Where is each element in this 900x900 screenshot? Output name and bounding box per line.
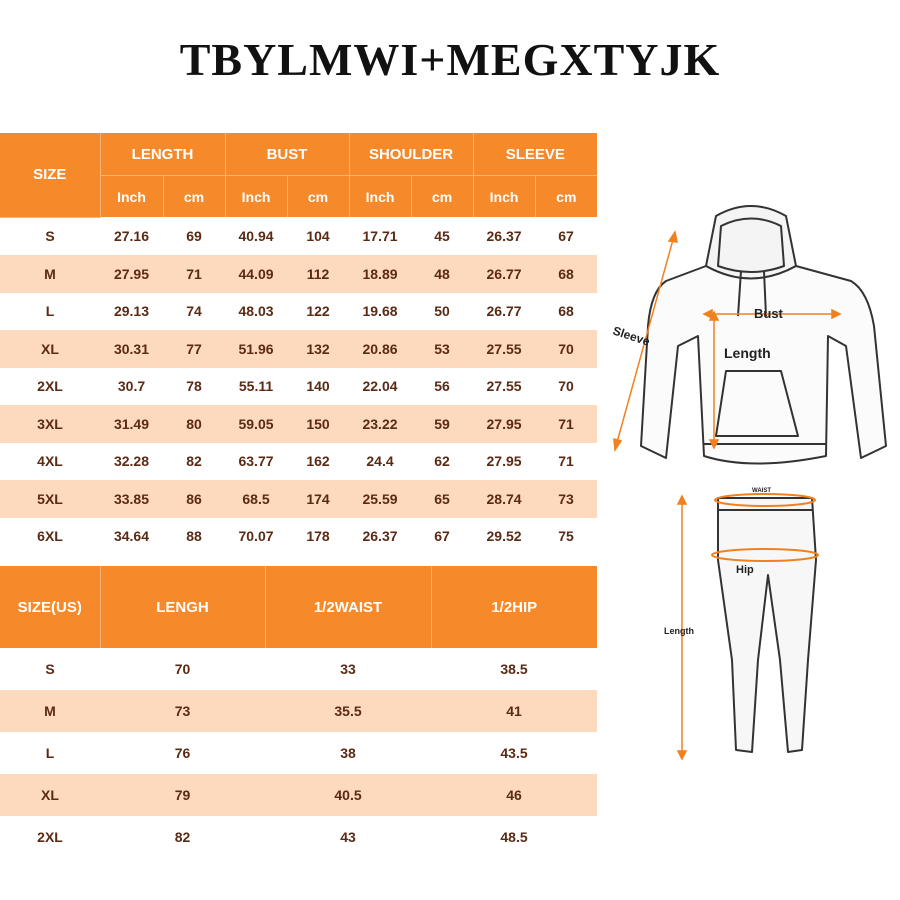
value-cell: 140 bbox=[287, 368, 349, 406]
value-cell: 40.5 bbox=[265, 774, 431, 816]
group-header-length: LENGTH bbox=[100, 133, 225, 176]
value-cell: 27.55 bbox=[473, 330, 535, 368]
value-cell: 162 bbox=[287, 443, 349, 481]
value-cell: 65 bbox=[411, 480, 473, 518]
unit-cm: cm bbox=[411, 176, 473, 218]
value-cell: 82 bbox=[100, 816, 265, 858]
value-cell: 48.03 bbox=[225, 293, 287, 331]
size-cell: M bbox=[0, 255, 100, 293]
pants-label-length: Length bbox=[664, 626, 694, 636]
value-cell: 69 bbox=[163, 217, 225, 255]
bottom-size-table bbox=[0, 566, 597, 858]
value-cell: 74 bbox=[163, 293, 225, 331]
pants-label-waist: WAIST bbox=[752, 488, 771, 494]
group-header-bust: BUST bbox=[225, 133, 349, 176]
value-cell: 79 bbox=[100, 774, 265, 816]
value-cell: 48 bbox=[411, 255, 473, 293]
value-cell: 27.95 bbox=[473, 443, 535, 481]
value-cell: 25.59 bbox=[349, 480, 411, 518]
size-cell: 6XL bbox=[0, 518, 100, 556]
value-cell: 28.74 bbox=[473, 480, 535, 518]
value-cell: 56 bbox=[411, 368, 473, 406]
value-cell: 51.96 bbox=[225, 330, 287, 368]
value-cell: 41 bbox=[431, 690, 597, 732]
value-cell: 122 bbox=[287, 293, 349, 331]
pants-label-hip: Hip bbox=[736, 564, 754, 576]
size-header: SIZE bbox=[0, 133, 100, 217]
value-cell: 45 bbox=[411, 217, 473, 255]
value-cell: 62 bbox=[411, 443, 473, 481]
size-cell: 2XL bbox=[0, 816, 100, 858]
value-cell: 150 bbox=[287, 405, 349, 443]
value-cell: 27.55 bbox=[473, 368, 535, 406]
unit-inch: Inch bbox=[349, 176, 411, 218]
value-cell: 76 bbox=[100, 732, 265, 774]
header-half-waist: 1/2WAIST bbox=[265, 566, 431, 648]
value-cell: 46 bbox=[431, 774, 597, 816]
unit-cm: cm bbox=[287, 176, 349, 218]
hoodie-label-length: Length bbox=[724, 345, 771, 361]
top-size-table bbox=[0, 133, 597, 555]
value-cell: 27.16 bbox=[100, 217, 163, 255]
value-cell: 104 bbox=[287, 217, 349, 255]
value-cell: 29.13 bbox=[100, 293, 163, 331]
value-cell: 132 bbox=[287, 330, 349, 368]
value-cell: 34.64 bbox=[100, 518, 163, 556]
value-cell: 27.95 bbox=[100, 255, 163, 293]
value-cell: 88 bbox=[163, 518, 225, 556]
size-cell: 5XL bbox=[0, 480, 100, 518]
value-cell: 55.11 bbox=[225, 368, 287, 406]
unit-cm: cm bbox=[535, 176, 597, 218]
value-cell: 112 bbox=[287, 255, 349, 293]
value-cell: 70 bbox=[100, 648, 265, 690]
value-cell: 73 bbox=[535, 480, 597, 518]
value-cell: 67 bbox=[535, 217, 597, 255]
value-cell: 86 bbox=[163, 480, 225, 518]
value-cell: 38.5 bbox=[431, 648, 597, 690]
value-cell: 80 bbox=[163, 405, 225, 443]
value-cell: 24.4 bbox=[349, 443, 411, 481]
value-cell: 71 bbox=[535, 405, 597, 443]
value-cell: 43 bbox=[265, 816, 431, 858]
hoodie-label-bust: Bust bbox=[754, 306, 783, 321]
value-cell: 70 bbox=[535, 368, 597, 406]
value-cell: 71 bbox=[163, 255, 225, 293]
size-cell: XL bbox=[0, 330, 100, 368]
value-cell: 75 bbox=[535, 518, 597, 556]
value-cell: 31.49 bbox=[100, 405, 163, 443]
size-cell: 3XL bbox=[0, 405, 100, 443]
size-cell: M bbox=[0, 690, 100, 732]
table-row bbox=[0, 518, 597, 556]
value-cell: 44.09 bbox=[225, 255, 287, 293]
value-cell: 50 bbox=[411, 293, 473, 331]
table-row bbox=[0, 255, 597, 293]
value-cell: 35.5 bbox=[265, 690, 431, 732]
value-cell: 18.89 bbox=[349, 255, 411, 293]
value-cell: 26.37 bbox=[349, 518, 411, 556]
value-cell: 30.7 bbox=[100, 368, 163, 406]
value-cell: 78 bbox=[163, 368, 225, 406]
value-cell: 43.5 bbox=[431, 732, 597, 774]
value-cell: 20.86 bbox=[349, 330, 411, 368]
group-header-sleeve: SLEEVE bbox=[473, 133, 597, 176]
size-cell: L bbox=[0, 293, 100, 331]
value-cell: 32.28 bbox=[100, 443, 163, 481]
size-cell: 4XL bbox=[0, 443, 100, 481]
value-cell: 22.04 bbox=[349, 368, 411, 406]
value-cell: 70 bbox=[535, 330, 597, 368]
value-cell: 68.5 bbox=[225, 480, 287, 518]
size-cell: XL bbox=[0, 774, 100, 816]
value-cell: 178 bbox=[287, 518, 349, 556]
table-row bbox=[0, 443, 597, 481]
value-cell: 59.05 bbox=[225, 405, 287, 443]
value-cell: 70.07 bbox=[225, 518, 287, 556]
hoodie-label-sleeve: Sleeve bbox=[611, 323, 652, 349]
value-cell: 59 bbox=[411, 405, 473, 443]
value-cell: 17.71 bbox=[349, 217, 411, 255]
value-cell: 77 bbox=[163, 330, 225, 368]
value-cell: 26.37 bbox=[473, 217, 535, 255]
table-row bbox=[0, 293, 597, 331]
table-row bbox=[0, 690, 597, 732]
pants-illustration bbox=[640, 480, 840, 770]
value-cell: 68 bbox=[535, 293, 597, 331]
value-cell: 68 bbox=[535, 255, 597, 293]
table-row bbox=[0, 330, 597, 368]
value-cell: 26.77 bbox=[473, 293, 535, 331]
size-cell: S bbox=[0, 217, 100, 255]
value-cell: 48.5 bbox=[431, 816, 597, 858]
value-cell: 33.85 bbox=[100, 480, 163, 518]
unit-cm: cm bbox=[163, 176, 225, 218]
value-cell: 29.52 bbox=[473, 518, 535, 556]
value-cell: 174 bbox=[287, 480, 349, 518]
header-size-us: SIZE(US) bbox=[17, 598, 82, 616]
brand-title: TBYLMWI+MEGXTYJK bbox=[179, 34, 721, 85]
table-row bbox=[0, 368, 597, 406]
value-cell: 26.77 bbox=[473, 255, 535, 293]
table-row bbox=[0, 648, 597, 690]
value-cell: 40.94 bbox=[225, 217, 287, 255]
value-cell: 53 bbox=[411, 330, 473, 368]
value-cell: 82 bbox=[163, 443, 225, 481]
header-lengh: LENGH bbox=[100, 566, 265, 648]
value-cell: 23.22 bbox=[349, 405, 411, 443]
hoodie-illustration bbox=[606, 196, 896, 486]
table-row bbox=[0, 480, 597, 518]
size-cell: L bbox=[0, 732, 100, 774]
table-row bbox=[0, 405, 597, 443]
table-row bbox=[0, 774, 597, 816]
header-half-hip: 1/2HIP bbox=[431, 566, 597, 648]
size-cell: S bbox=[0, 648, 100, 690]
value-cell: 71 bbox=[535, 443, 597, 481]
unit-inch: Inch bbox=[100, 176, 163, 218]
value-cell: 30.31 bbox=[100, 330, 163, 368]
value-cell: 73 bbox=[100, 690, 265, 732]
table-row bbox=[0, 816, 597, 858]
group-header-shoulder: SHOULDER bbox=[349, 133, 473, 176]
value-cell: 63.77 bbox=[225, 443, 287, 481]
value-cell: 67 bbox=[411, 518, 473, 556]
value-cell: 27.95 bbox=[473, 405, 535, 443]
value-cell: 38 bbox=[265, 732, 431, 774]
value-cell: 19.68 bbox=[349, 293, 411, 331]
size-cell: 2XL bbox=[0, 368, 100, 406]
unit-inch: Inch bbox=[473, 176, 535, 218]
table-row bbox=[0, 217, 597, 255]
table-row bbox=[0, 732, 597, 774]
value-cell: 33 bbox=[265, 648, 431, 690]
unit-inch: Inch bbox=[225, 176, 287, 218]
